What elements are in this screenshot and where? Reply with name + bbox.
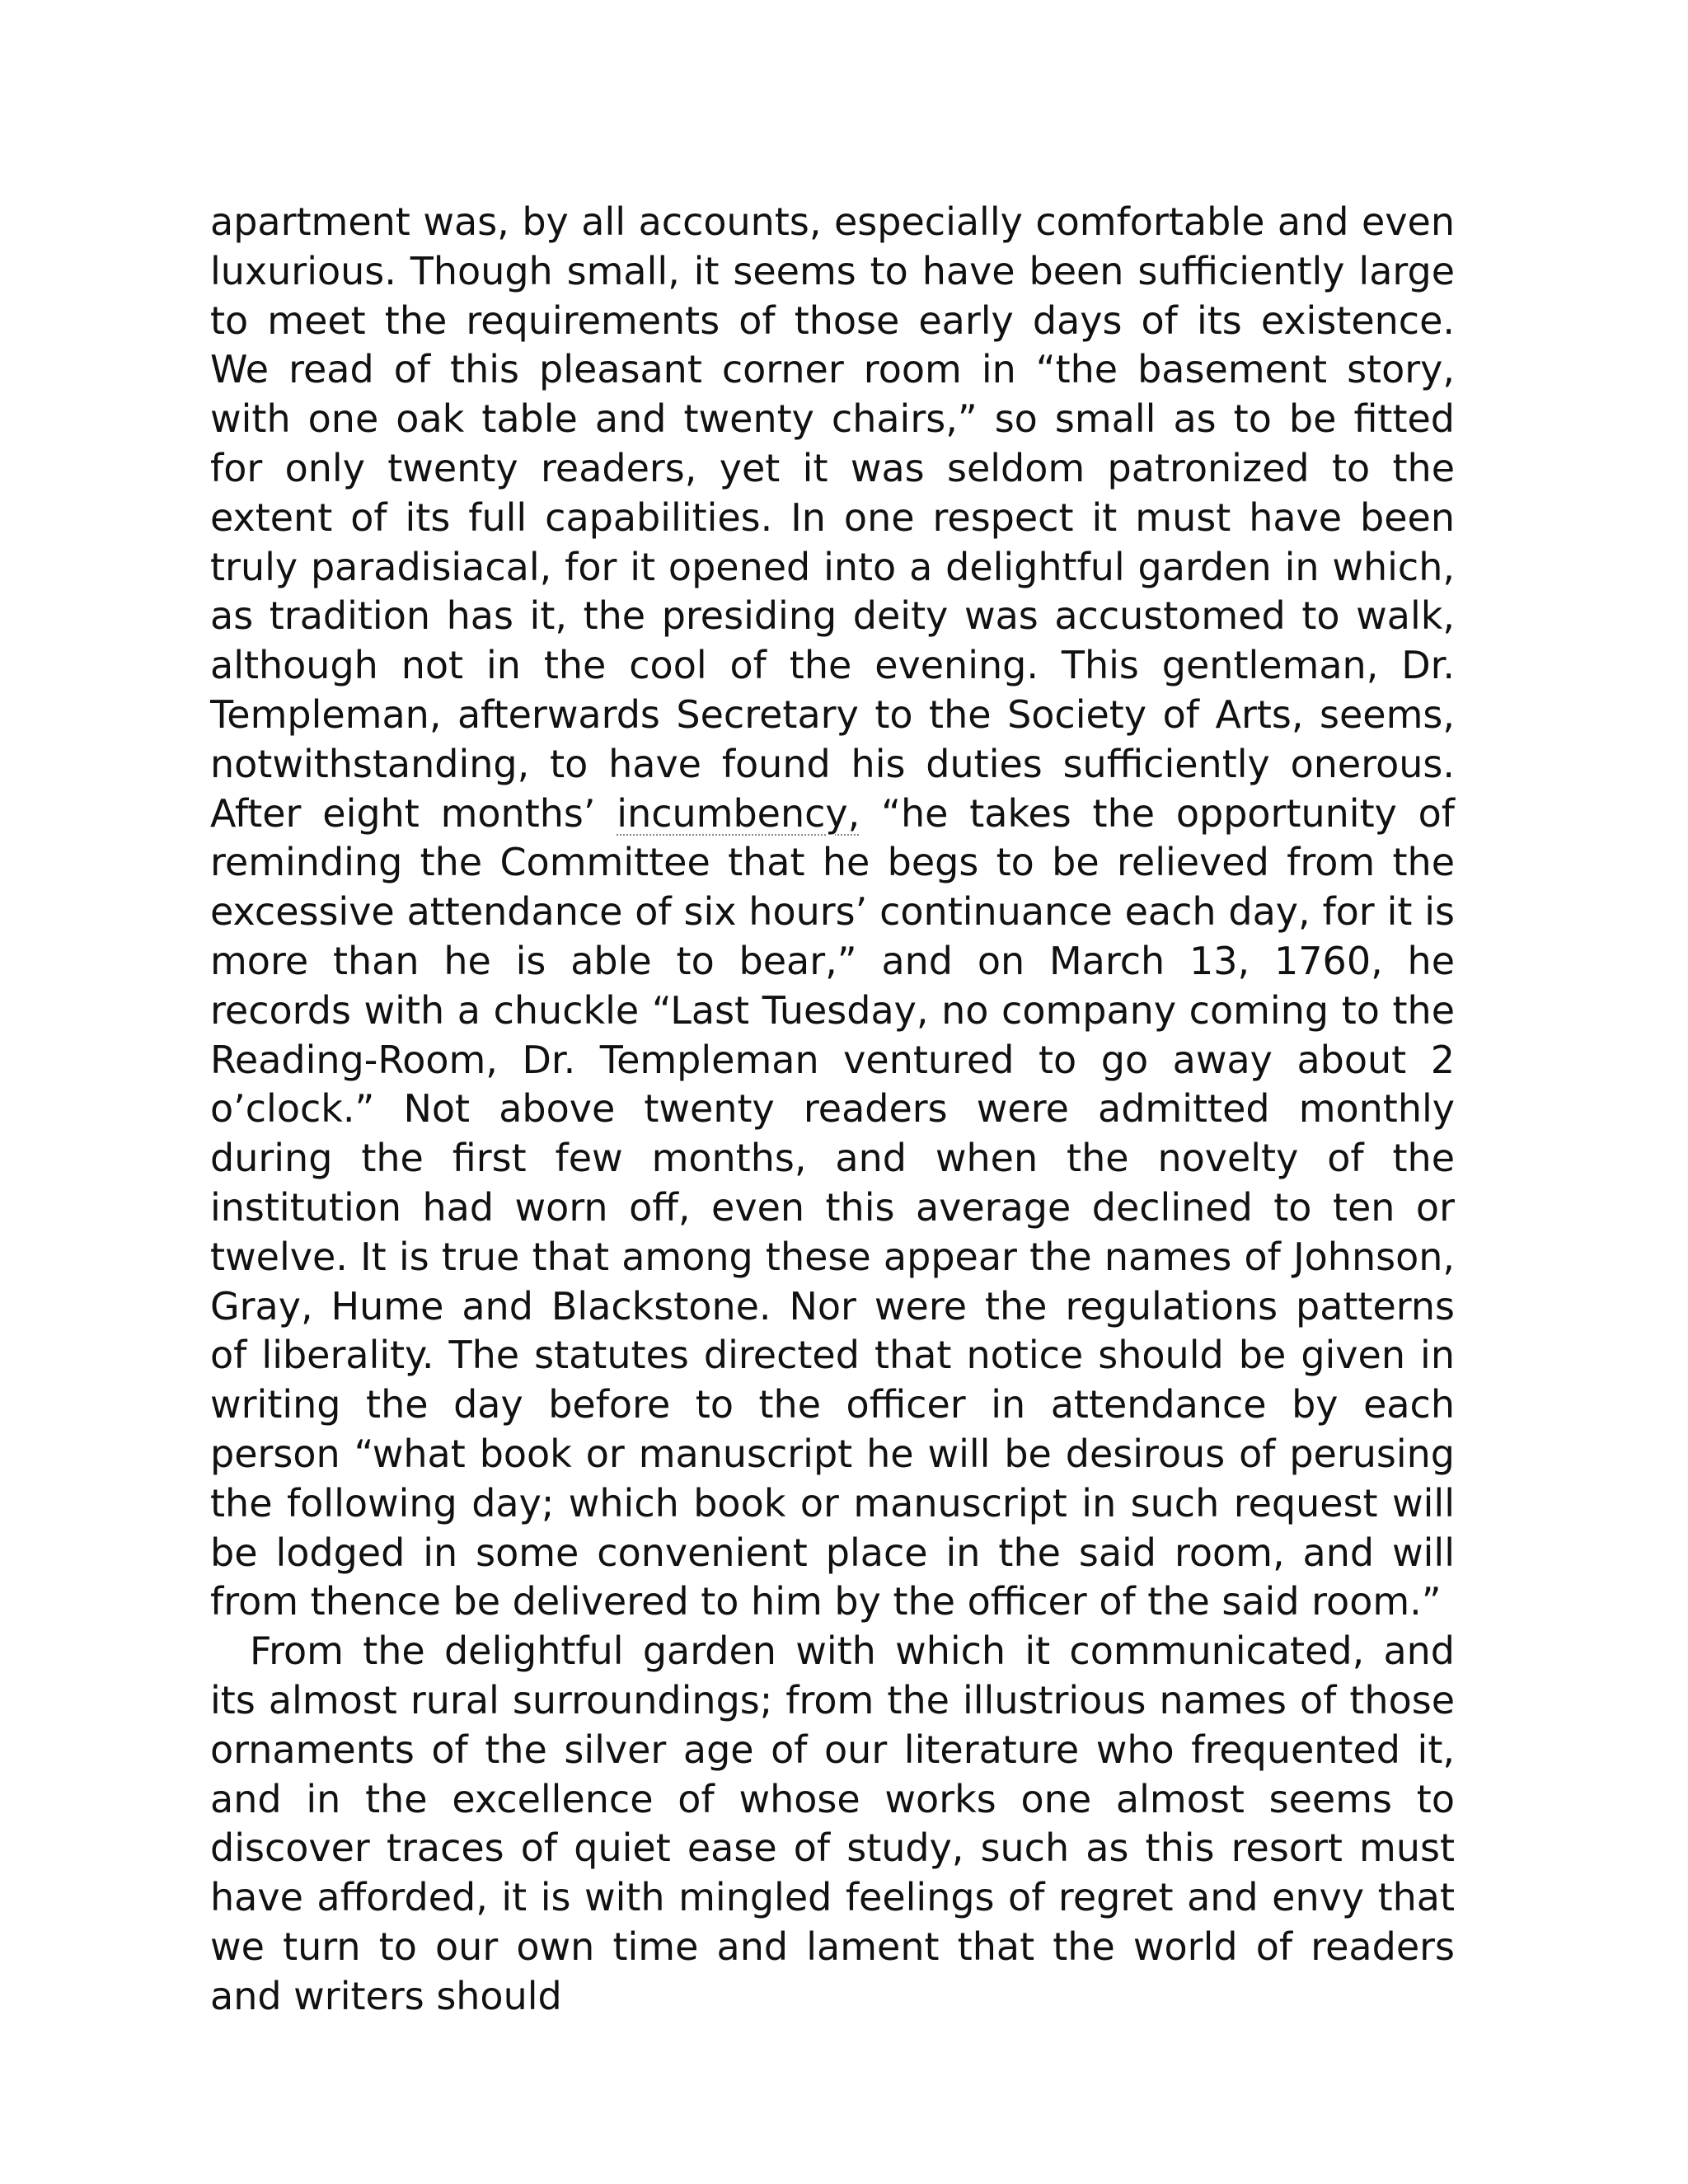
body-text <box>210 198 1455 2021</box>
incumbency-link[interactable]: incumbency, <box>617 790 860 836</box>
paragraph-2-text: From the delightful garden with which it communicated, and its almost rural surroundings; from the illustrious names of those ornaments of the silver age of our literature who frequented it, and in the excellence of whose works one almost seems to discover traces of quiet ease of study, such as this resort must have afforded, it is with mingled feelings of regret and envy that we turn to our own time and lament that the world of readers and writers should <box>210 1629 1455 2018</box>
paragraph-1-text-start: apartment was, by all accounts, especially comfortable and even luxurious. Though small, it seems to have been sufficiently large to meet the requirements of those early days of its existence. We read of this pleasant corner room in “the basement story, with one oak table and twenty chairs,” so small as to be fitted for only twenty readers, yet it was seldom patronized to the extent of its full capabilities. In one respect it must have been truly paradisiacal, for it opened into a delightful garden in which, as tradition has it, the presiding deity was accustomed to walk, although not in the cool of the evening. This gentleman, Dr. Templeman, afterwards Secretary to the Society of Arts, seems, notwithstanding, to have found his duties sufficiently onerous. After eight months’ <box>210 199 1455 836</box>
paragraph-1 <box>210 198 1455 1627</box>
paragraph-1-text-end: “he takes the opportunity of reminding the Committee that he begs to be relieved from the excessive attendance of six hours’ continuance each day, for it is more than he is able to bear,” and on March 13, 1760, he records with a chuckle “Last Tuesday, no company coming to the Reading-Room, Dr. Templeman ventured to go away about 2 o’clock.” Not above twenty readers were admitted monthly during the first few months, and when the novelty of the institution had worn off, even this average declined to ten or twelve. It is true that among these appear the names of Johnson, Gray, Hume and Blackstone. Nor were the regulations patterns of liberality. The statutes directed that notice should be given in writing the day before to the officer in attendance by each person “what book or manuscript he will be desirous of perusing the following day; which book or manuscript in such request will be lodged in some convenient place in the said room, and will from thence be delivered to him by the officer of the said room.” <box>210 790 1455 1624</box>
paragraph-2 <box>210 1627 1455 2021</box>
